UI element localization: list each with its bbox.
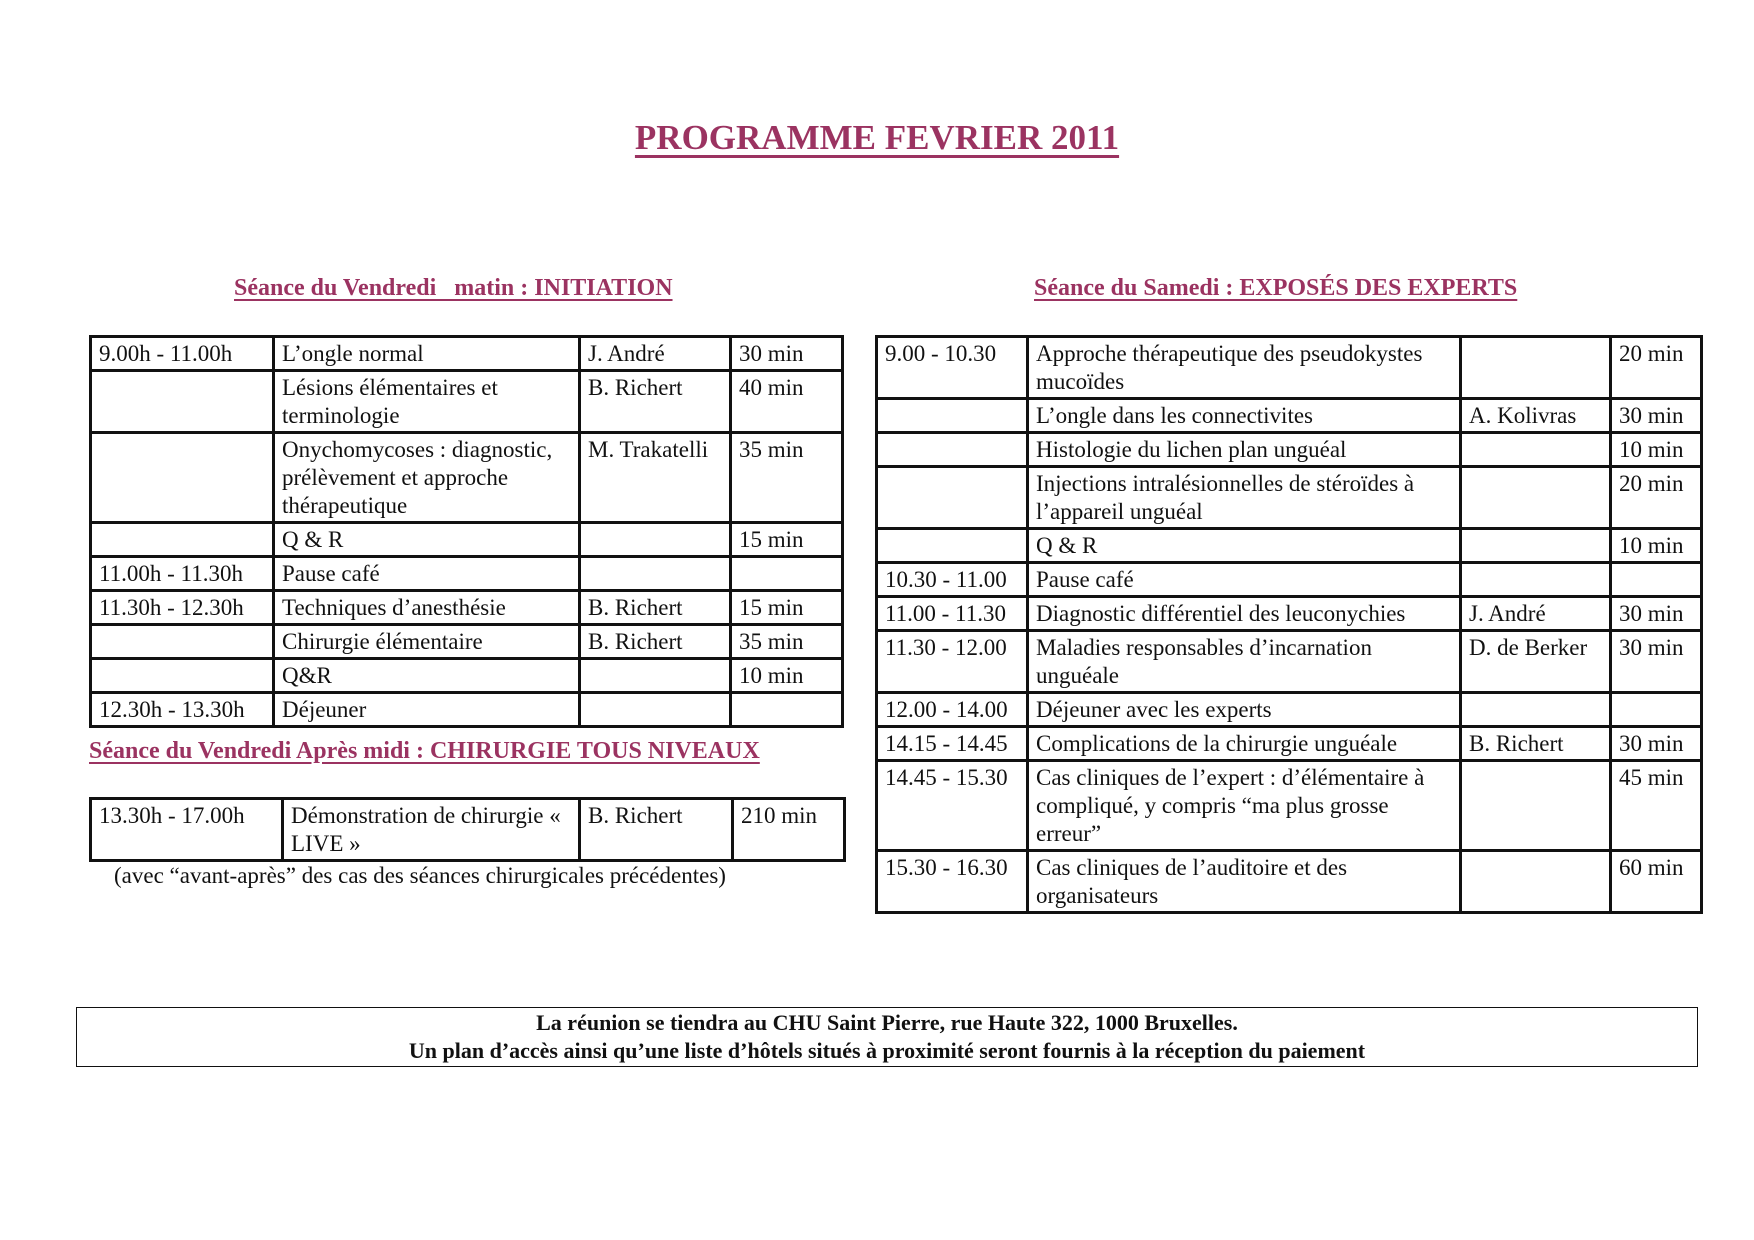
speaker-cell — [580, 693, 731, 727]
speaker-cell — [580, 659, 731, 693]
speaker-cell — [580, 523, 731, 557]
friday-morning-table-body — [91, 337, 843, 727]
duration-cell — [731, 693, 843, 727]
table-row — [877, 529, 1702, 563]
duration-cell: 20 min — [1611, 467, 1702, 529]
speaker-cell: D. de Berker — [1461, 631, 1611, 693]
speaker-cell: B. Richert — [580, 625, 731, 659]
table-row — [877, 851, 1702, 913]
table-row — [877, 727, 1702, 761]
speaker-cell: B. Richert — [580, 371, 731, 433]
page-title: PROGRAMME FEVRIER 2011 — [634, 118, 1120, 157]
time-cell — [91, 659, 274, 693]
time-cell — [91, 523, 274, 557]
friday-afternoon-table-body — [91, 799, 845, 861]
topic-cell: Déjeuner avec les experts — [1028, 693, 1461, 727]
table-row — [91, 625, 843, 659]
time-cell — [91, 371, 274, 433]
speaker-cell — [1461, 467, 1611, 529]
speaker-cell — [1461, 337, 1611, 399]
time-cell: 11.00h - 11.30h — [91, 557, 274, 591]
time-cell — [877, 399, 1028, 433]
speaker-cell — [1461, 563, 1611, 597]
time-cell — [91, 433, 274, 523]
friday-afternoon-table — [89, 797, 846, 862]
topic-cell: Injections intralésionnelles de stéroïdes à l’appareil unguéal — [1028, 467, 1461, 529]
duration-cell: 30 min — [1611, 597, 1702, 631]
table-row — [877, 337, 1702, 399]
time-cell: 12.30h - 13.30h — [91, 693, 274, 727]
table-row — [91, 557, 843, 591]
topic-cell: Cas cliniques de l’auditoire et des organisateurs — [1028, 851, 1461, 913]
duration-cell: 30 min — [1611, 727, 1702, 761]
topic-cell: Déjeuner — [274, 693, 580, 727]
speaker-cell: M. Trakatelli — [580, 433, 731, 523]
duration-cell: 210 min — [733, 799, 845, 861]
duration-cell — [1611, 563, 1702, 597]
topic-cell: Diagnostic différentiel des leuconychies — [1028, 597, 1461, 631]
friday-morning-table — [89, 335, 844, 728]
table-row — [877, 433, 1702, 467]
topic-cell: Cas cliniques de l’expert : d’élémentaire à compliqué, y compris “ma plus grosse erreur” — [1028, 761, 1461, 851]
speaker-cell: B. Richert — [580, 591, 731, 625]
topic-cell: L’ongle normal — [274, 337, 580, 371]
duration-cell: 10 min — [731, 659, 843, 693]
saturday-table — [875, 335, 1703, 914]
topic-cell: Chirurgie élémentaire — [274, 625, 580, 659]
table-row — [91, 591, 843, 625]
friday-afternoon-heading: Séance du Vendredi Après midi : CHIRURGIE TOUS NIVEAUX — [89, 738, 760, 764]
time-cell: 10.30 - 11.00 — [877, 563, 1028, 597]
duration-cell: 30 min — [1611, 631, 1702, 693]
time-cell: 14.45 - 15.30 — [877, 761, 1028, 851]
access-plan-note: Un plan d’accès ainsi qu’une liste d’hôtels situés à proximité seront fournis à la réception du paiement — [408, 1038, 1366, 1063]
topic-cell: Q & R — [1028, 529, 1461, 563]
topic-cell: Complications de la chirurgie unguéale — [1028, 727, 1461, 761]
table-row — [877, 467, 1702, 529]
duration-cell: 30 min — [1611, 399, 1702, 433]
time-cell: 11.30h - 12.30h — [91, 591, 274, 625]
speaker-cell — [580, 557, 731, 591]
topic-cell: L’ongle dans les connectivites — [1028, 399, 1461, 433]
table-row — [877, 399, 1702, 433]
topic-cell: Pause café — [1028, 563, 1461, 597]
venue-info-box — [76, 1007, 1698, 1067]
time-cell: 13.30h - 17.00h — [91, 799, 283, 861]
topic-cell: Onychomycoses : diagnostic, prélèvement et approche thérapeutique — [274, 433, 580, 523]
time-cell — [877, 433, 1028, 467]
topic-cell: Techniques d’anesthésie — [274, 591, 580, 625]
duration-cell: 35 min — [731, 625, 843, 659]
topic-cell: Maladies responsables d’incarnation unguéale — [1028, 631, 1461, 693]
duration-cell: 20 min — [1611, 337, 1702, 399]
topic-cell: Histologie du lichen plan unguéal — [1028, 433, 1461, 467]
time-cell — [877, 467, 1028, 529]
speaker-cell: J. André — [580, 337, 731, 371]
duration-cell: 30 min — [731, 337, 843, 371]
duration-cell: 10 min — [1611, 433, 1702, 467]
speaker-cell: J. André — [1461, 597, 1611, 631]
saturday-table-body — [877, 337, 1702, 913]
time-cell: 11.00 - 11.30 — [877, 597, 1028, 631]
table-row — [91, 659, 843, 693]
time-cell: 9.00 - 10.30 — [877, 337, 1028, 399]
speaker-cell: B. Richert — [1461, 727, 1611, 761]
topic-cell: Pause café — [274, 557, 580, 591]
time-cell: 15.30 - 16.30 — [877, 851, 1028, 913]
speaker-cell: A. Kolivras — [1461, 399, 1611, 433]
friday-afternoon-note: (avec “avant-après” des cas des séances chirurgicales précédentes) — [114, 863, 726, 888]
topic-cell: Démonstration de chirurgie « LIVE » — [283, 799, 580, 861]
duration-cell: 35 min — [731, 433, 843, 523]
time-cell: 12.00 - 14.00 — [877, 693, 1028, 727]
table-row — [91, 337, 843, 371]
topic-cell: Q&R — [274, 659, 580, 693]
speaker-cell — [1461, 433, 1611, 467]
table-row — [877, 597, 1702, 631]
table-row — [877, 563, 1702, 597]
speaker-cell: B. Richert — [580, 799, 733, 861]
table-row — [91, 433, 843, 523]
table-row — [91, 371, 843, 433]
speaker-cell — [1461, 693, 1611, 727]
duration-cell — [731, 557, 843, 591]
table-row — [91, 799, 845, 861]
speaker-cell — [1461, 851, 1611, 913]
time-cell: 11.30 - 12.00 — [877, 631, 1028, 693]
duration-cell: 15 min — [731, 523, 843, 557]
topic-cell: Q & R — [274, 523, 580, 557]
time-cell: 9.00h - 11.00h — [91, 337, 274, 371]
friday-morning-heading: Séance du Vendredi matin : INITIATION — [234, 275, 673, 301]
duration-cell: 10 min — [1611, 529, 1702, 563]
duration-cell: 15 min — [731, 591, 843, 625]
topic-cell: Approche thérapeutique des pseudokystes mucoïdes — [1028, 337, 1461, 399]
time-cell: 14.15 - 14.45 — [877, 727, 1028, 761]
saturday-heading: Séance du Samedi : EXPOSÉS DES EXPERTS — [1034, 275, 1518, 301]
table-row — [91, 523, 843, 557]
time-cell — [877, 529, 1028, 563]
duration-cell — [1611, 693, 1702, 727]
duration-cell: 40 min — [731, 371, 843, 433]
table-row — [877, 693, 1702, 727]
topic-cell: Lésions élémentaires et terminologie — [274, 371, 580, 433]
table-row — [877, 761, 1702, 851]
table-row — [91, 693, 843, 727]
venue-address: La réunion se tiendra au CHU Saint Pierre, rue Haute 322, 1000 Bruxelles. — [536, 1010, 1238, 1035]
duration-cell: 60 min — [1611, 851, 1702, 913]
duration-cell: 45 min — [1611, 761, 1702, 851]
speaker-cell — [1461, 761, 1611, 851]
time-cell — [91, 625, 274, 659]
speaker-cell — [1461, 529, 1611, 563]
table-row — [877, 631, 1702, 693]
